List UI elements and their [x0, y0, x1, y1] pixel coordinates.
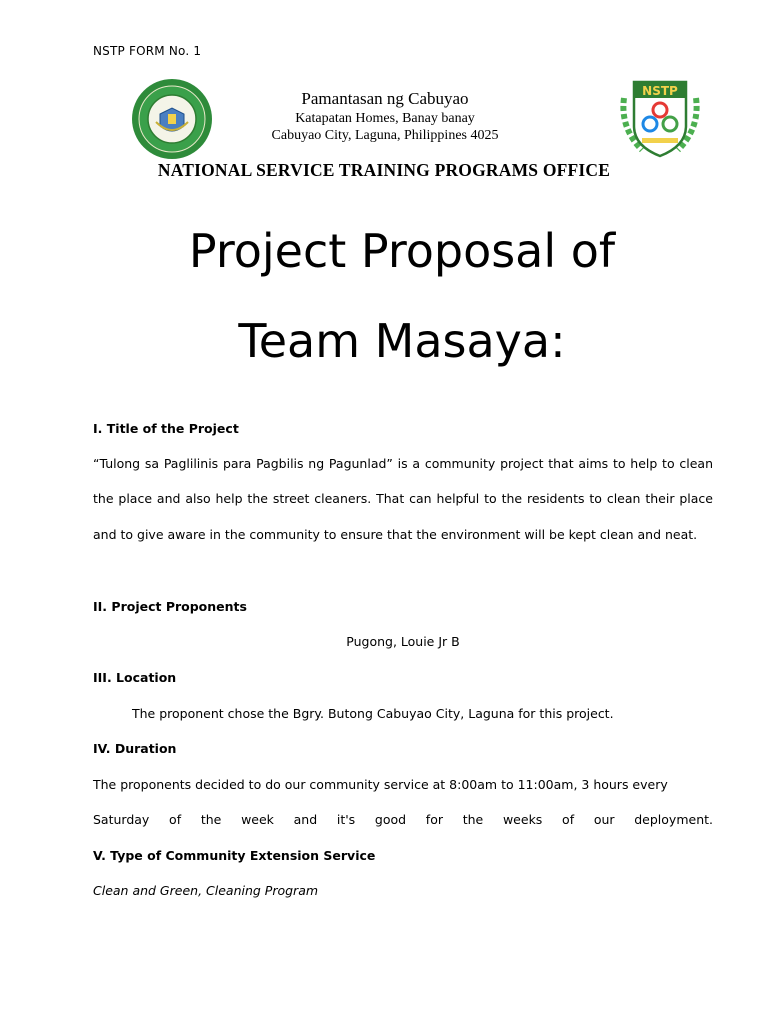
- proponent-name: Pugong, Louie Jr B: [346, 634, 460, 649]
- section-1-line-1: “Tulong sa Paglilinis para Pagbilis ng Pagunlad” is a community project that aims to help to clean: [93, 456, 713, 471]
- section-1-line-2: the place and also help the street cleaners. That can helpful to the residents to clean their place: [93, 491, 713, 506]
- address-line-2: Cabuyao City, Laguna, Philippines 4025: [271, 128, 499, 143]
- section-3-heading: III. Location: [93, 670, 177, 685]
- title-line-2: Team Masaya:: [238, 314, 566, 368]
- address-line-1: Katapatan Homes, Banay banay: [295, 111, 475, 126]
- title-line-1: Project Proposal of: [188, 224, 616, 278]
- duration-line-2: Saturday of the week and it's good for the weeks of our deployment.: [93, 812, 713, 827]
- section-4-heading: IV. Duration: [93, 741, 177, 756]
- section-1-heading: I. Title of the Project: [93, 421, 239, 436]
- duration-line-1: The proponents decided to do our community service at 8:00am to 11:00am, 3 hours every: [93, 777, 668, 792]
- university-name: Pamantasan ng Cabuyao: [301, 89, 469, 108]
- service-type-text: Clean and Green, Cleaning Program: [93, 883, 319, 898]
- nstp-logo: [612, 68, 708, 164]
- office-name: NATIONAL SERVICE TRAINING PROGRAMS OFFICE: [157, 160, 611, 180]
- institution-header: [220, 88, 550, 144]
- section-1-line-3: and to give aware in the community to ensure that the environment will be kept clean and neat.: [93, 527, 698, 542]
- nstp-logo-text: NSTP: [642, 84, 678, 98]
- section-2-heading: II. Project Proponents: [93, 599, 247, 614]
- section-5-heading: V. Type of Community Extension Service: [93, 848, 376, 863]
- location-text: The proponent chose the Bgry. Butong Cabuyao City, Laguna for this project.: [132, 706, 614, 721]
- form-number: NSTP FORM No. 1: [93, 44, 202, 58]
- university-seal-logo: [131, 78, 213, 160]
- document-title: [0, 206, 768, 386]
